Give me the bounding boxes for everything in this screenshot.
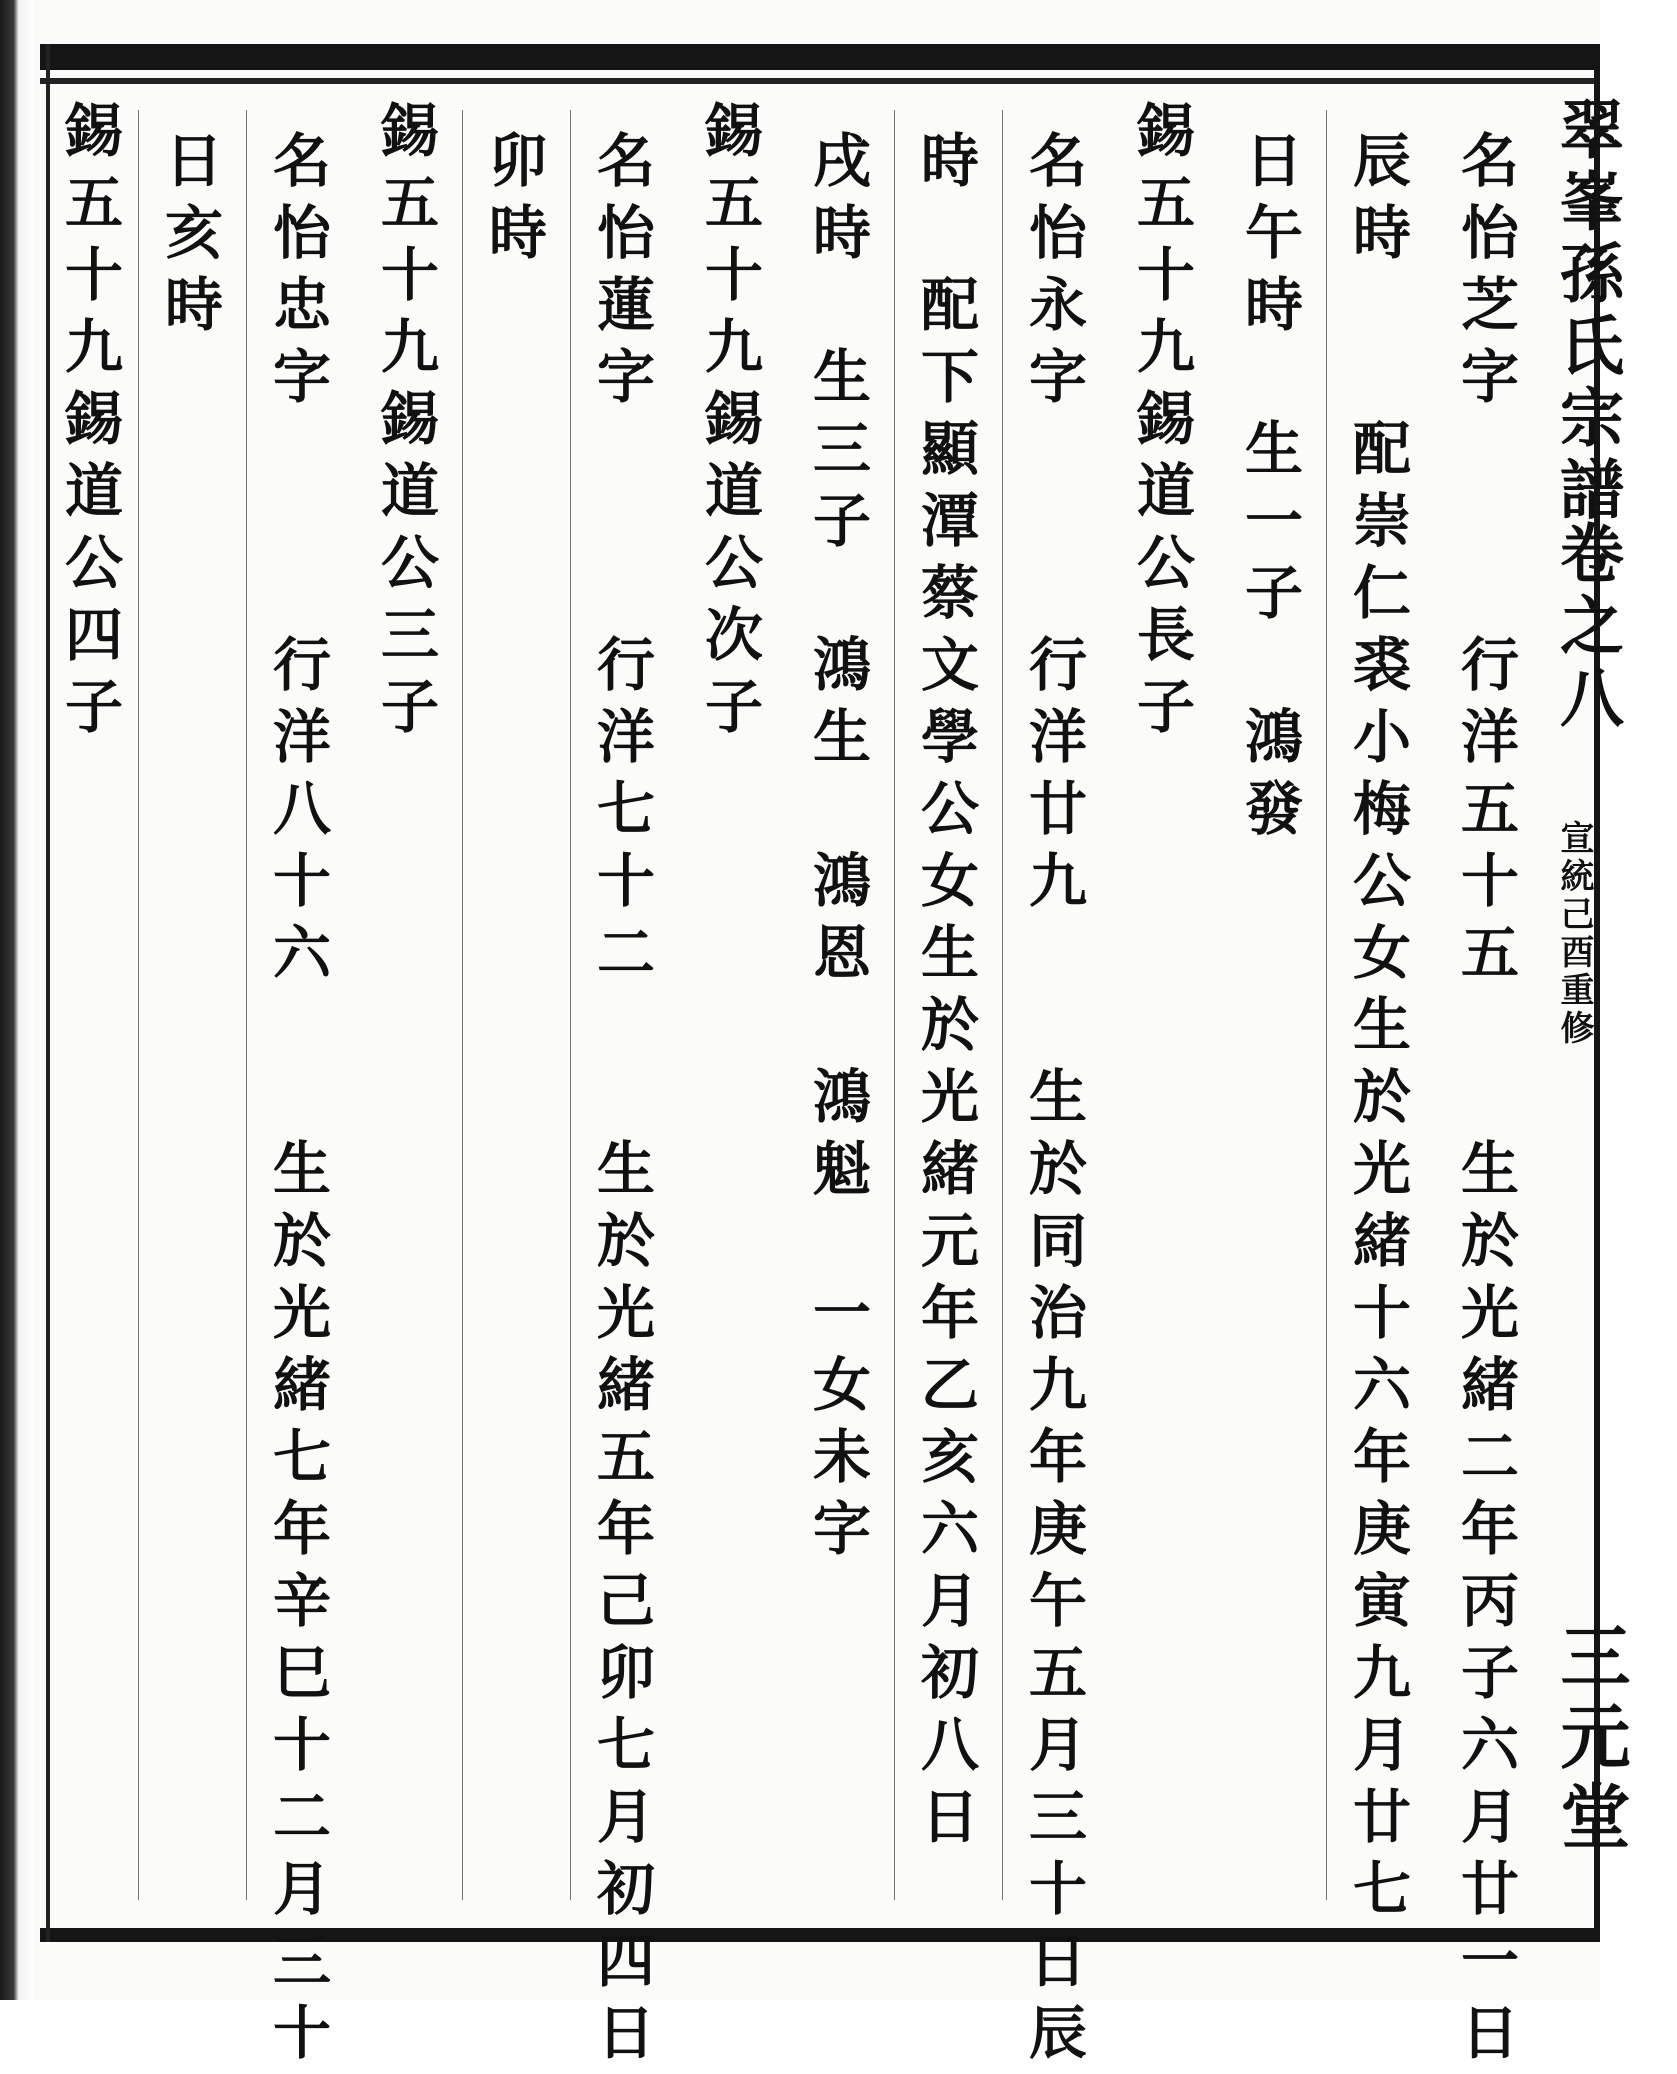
- text-column-9: 名怡蓮字 行洋七十二 生於光緒五年己卯七月初四日: [587, 130, 655, 2074]
- text-column-7: 戌時 生三子 鴻生 鴻恩 鴻魁 一女未字: [803, 130, 871, 1570]
- hall-name: 三元堂: [1549, 1620, 1632, 1860]
- column-divider: [1002, 110, 1003, 1900]
- volume-label: 卷之八: [1549, 520, 1624, 736]
- text-column-8: 錫五十九錫道公次子: [695, 100, 763, 748]
- text-column-12: 名怡忠字 行洋八十六 生於光緒七年辛巳十二月三十: [263, 130, 331, 2074]
- top-border-inner: [40, 78, 1600, 84]
- text-column-2: 辰時 配崇仁裘小梅公女生於光緒十六年庚寅九月廿七: [1343, 130, 1411, 1930]
- top-border: [40, 44, 1600, 70]
- book-title: 翠峯孫氏宗譜: [1549, 96, 1624, 528]
- column-divider: [570, 110, 571, 1900]
- column-divider: [894, 110, 895, 1900]
- text-column-1: 名怡芝字 行洋五十五 生於光緒二年丙子六月廿一日: [1451, 130, 1519, 2074]
- text-column-14: 錫五十九錫道公四子: [55, 100, 123, 748]
- text-column-13: 日亥時: [155, 130, 223, 346]
- left-border: [46, 44, 50, 1942]
- book-binding: [0, 0, 34, 2000]
- text-column-10: 卯時: [479, 130, 547, 274]
- text-column-5: 名怡永字 行洋廿九 生於同治九年庚午五月三十日辰: [1019, 130, 1087, 2074]
- column-divider: [462, 110, 463, 1900]
- column-divider: [138, 110, 139, 1900]
- column-divider: [246, 110, 247, 1900]
- text-column-3: 日午時 生一子 鴻發: [1235, 130, 1303, 850]
- edition-note: 宣統己酉重修: [1554, 820, 1594, 1048]
- column-divider: [1326, 110, 1327, 1900]
- text-column-6: 時 配下顯潭蔡文學公女生於光緒元年乙亥六月初八日: [911, 130, 979, 1858]
- text-column-4: 錫五十九錫道公長子: [1127, 100, 1195, 748]
- text-column-11: 錫五十九錫道公三子: [371, 100, 439, 748]
